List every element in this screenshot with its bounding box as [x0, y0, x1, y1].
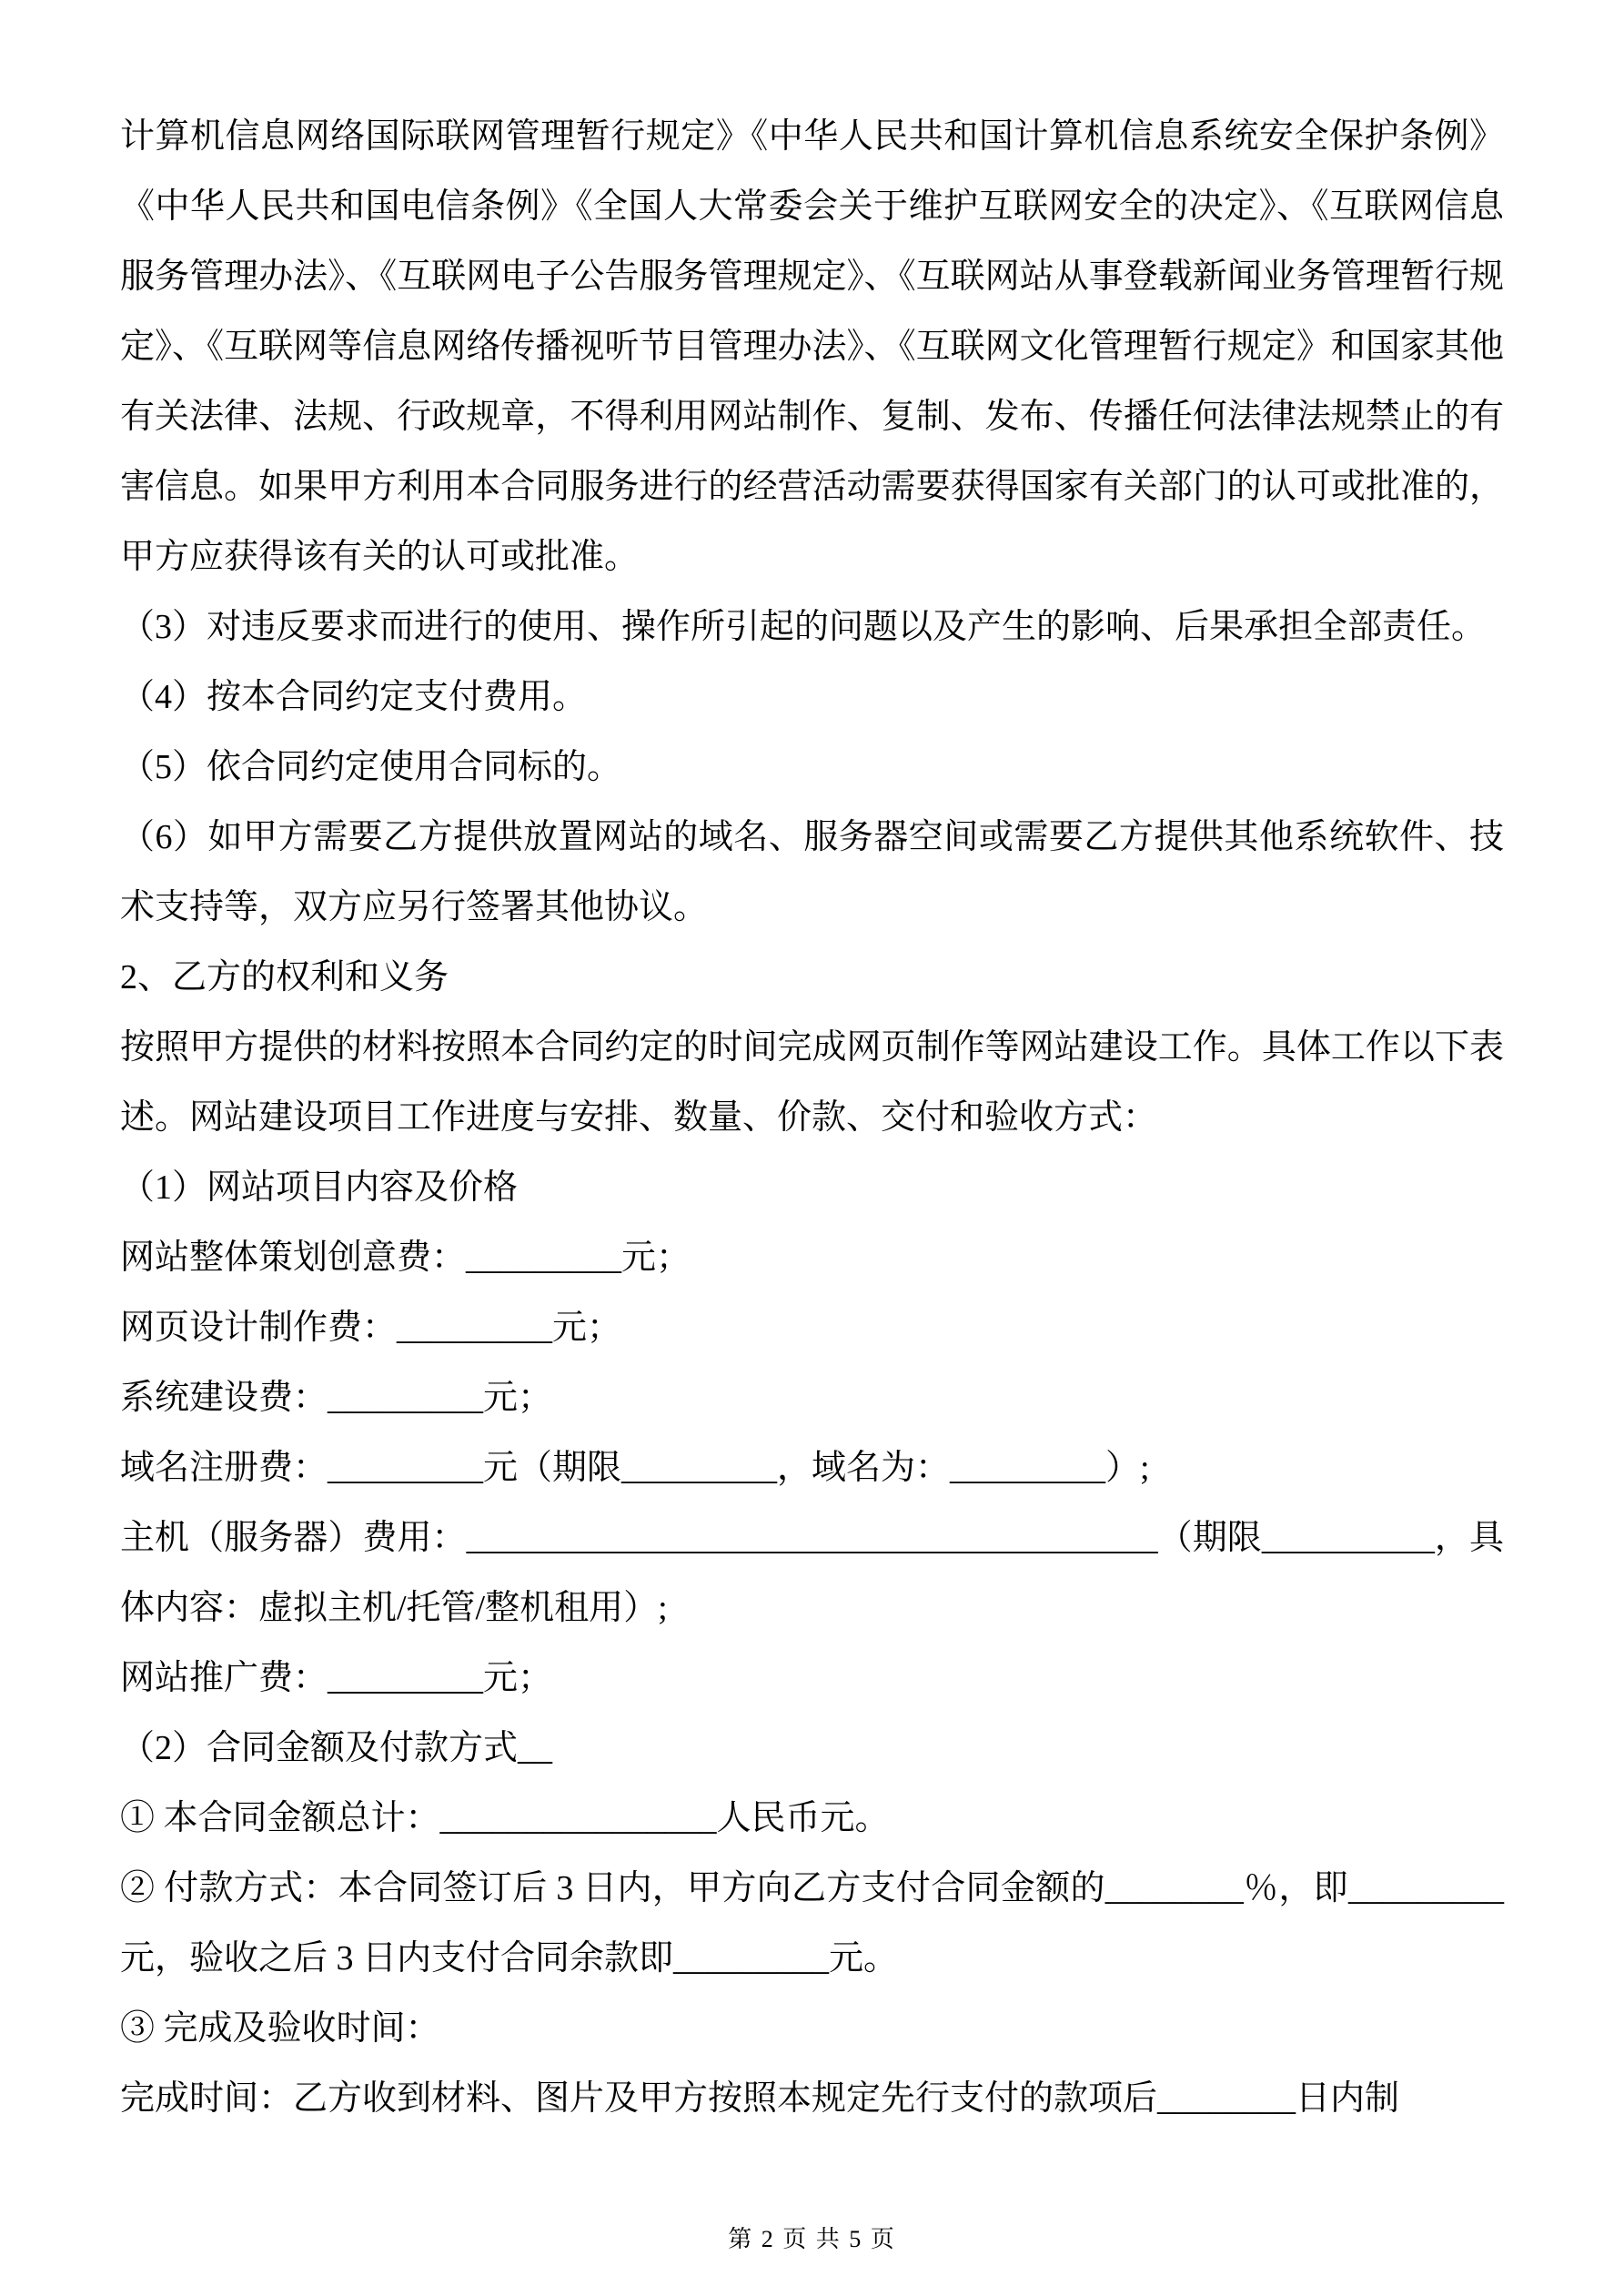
fee-line-system: 系统建设费：_________元； [120, 1379, 553, 1417]
fee-line-hosting: 主机（服务器）费用：________________________________________（期限__________，具体内容：虚拟主机/托管/整机租用）; [120, 1519, 1504, 1627]
subsection-1-content-price: （1）网站项目内容及价格 [120, 1168, 519, 1207]
clause-6-additional-services: （6）如甲方需要乙方提供放置网站的域名、服务器空间或需要乙方提供其他系统软件、技术支持等，双方应另行签署其他协议。 [120, 818, 1504, 926]
item-3-completion-acceptance: ③ 完成及验收时间： [120, 2009, 440, 2048]
clause-3-liability: （3）对违反要求而进行的使用、操作所引起的问题以及产生的影响、后果承担全部责任。 [120, 608, 1487, 646]
page-number: 第 2 页 共 5 页 [728, 2226, 896, 2252]
party-b-work-description: 按照甲方提供的材料按照本合同约定的时间完成网页制作等网站建设工作。具体工作以下表述。网站建设项目工作进度与安排、数量、价款、交付和验收方式： [120, 1028, 1504, 1137]
item-1-total-amount: ① 本合同金额总计：________________人民币元。 [120, 1799, 890, 1837]
fee-line-planning: 网站整体策划创意费：_________元； [120, 1239, 691, 1277]
item-2-payment-method: ② 付款方式：本合同签订后 3 日内，甲方向乙方支付合同金额的________％，即_________元，验收之后 3 日内支付合同余款即_________元。 [120, 1869, 1504, 1977]
completion-time-line: 完成时间：乙方收到材料、图片及甲方按照本规定先行支付的款项后________日内制 [120, 2079, 1400, 2118]
clause-5-usage: （5）依合同约定使用合同标的。 [120, 748, 622, 786]
fee-line-webdesign: 网页设计制作费：_________元； [120, 1309, 622, 1347]
clause-4-payment: （4）按本合同约定支付费用。 [120, 678, 588, 716]
subsection-2-amount-payment: （2）合同金额及付款方式__ [120, 1729, 553, 1767]
clause-legal-compliance: 计算机信息网络国际联网管理暂行规定》《中华人民共和国计算机信息系统安全保护条例》《中华人民共和国电信条例》《全国人大常委会关于维护互联网安全的决定》、《互联网信息服务管理办法》、《互联网电子公告服务管理规定》、《互联网站从事登载新闻业务管理暂行规定》、《互联网等信息网络传播视听节目管理办法》、《互联网文化管理暂行规定》和国家其他有关法律、法规、行政规章，不得利用网站制作、复制、发布、传播任何法律法规禁止的有害信息。如果甲方利用本合同服务进行的经营活动需要获得国家有关部门的认可或批准的，甲方应获得该有关的认可或批准。 [120, 117, 1504, 576]
fee-line-domain: 域名注册费：_________元（期限_________，域名为：_________）; [120, 1449, 1150, 1487]
fee-line-promotion: 网站推广费：_________元； [120, 1659, 553, 1697]
section-heading-party-b-obligations: 2、乙方的权利和义务 [120, 958, 449, 996]
